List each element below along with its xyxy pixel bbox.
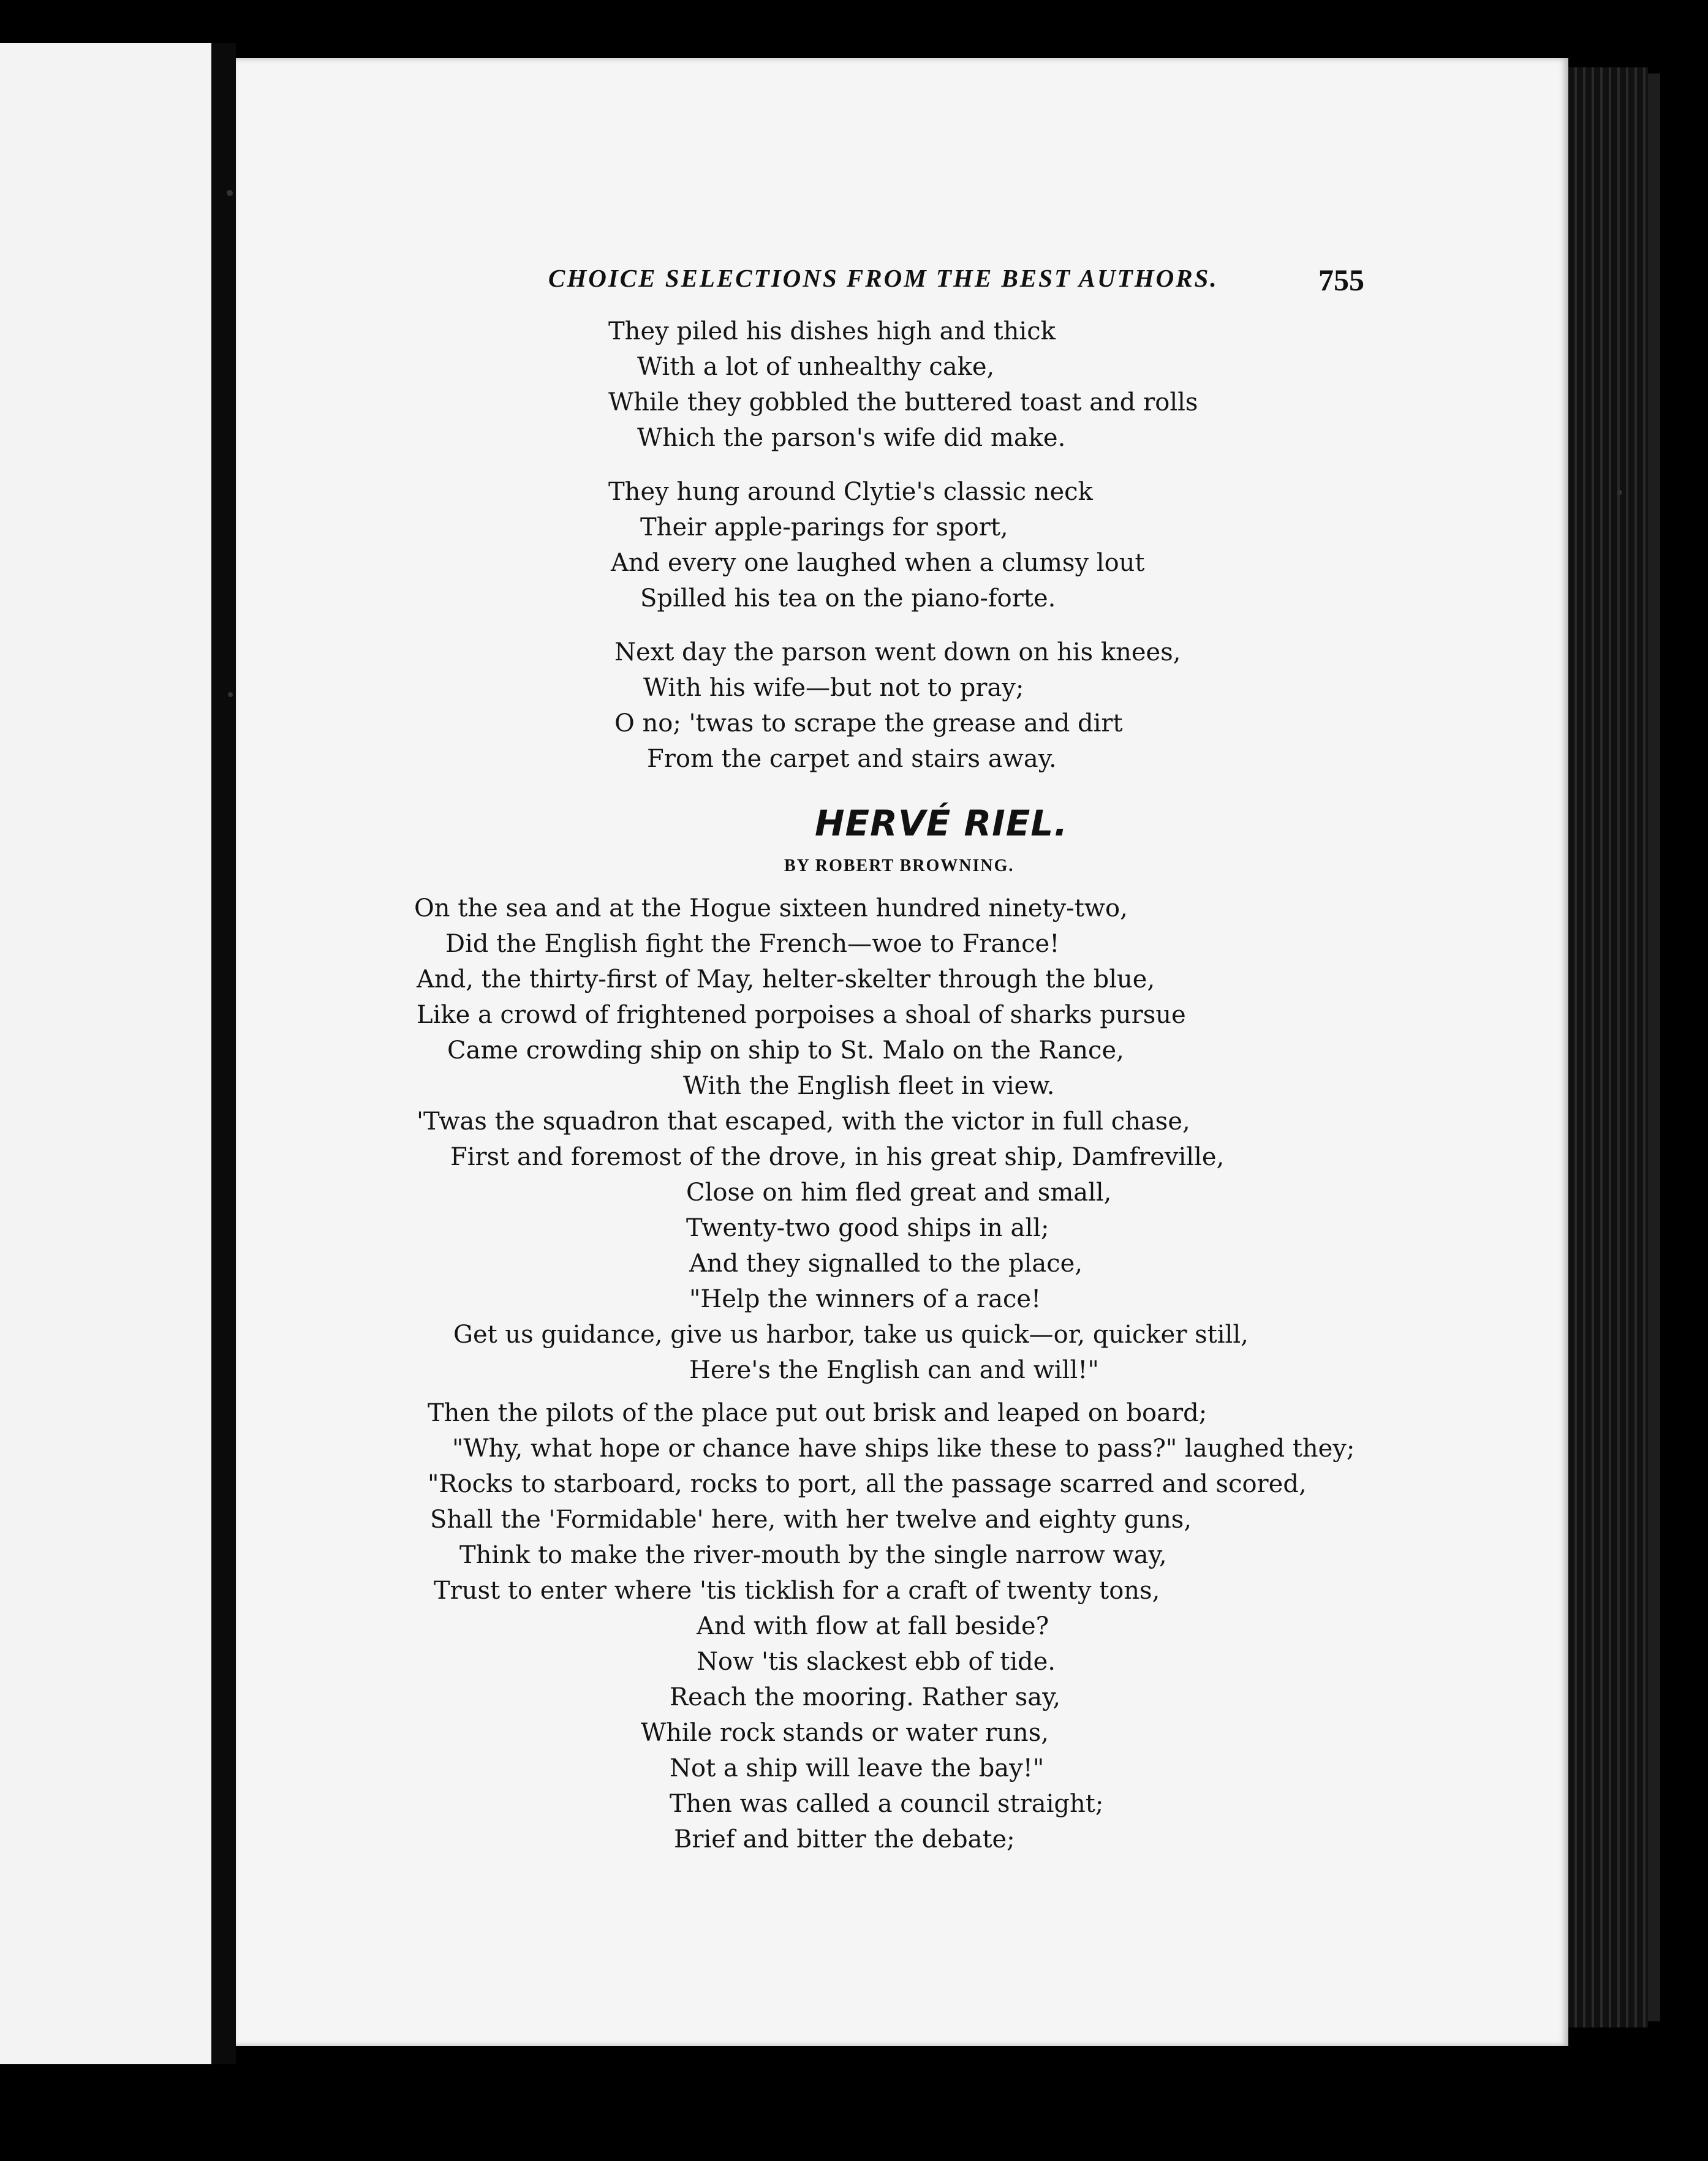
page-number: 755 [1318,263,1364,297]
stanza-1-line-2: With a lot of unhealthy cake, [637,353,995,381]
stanza-3-line-3: O no; 'twas to scrape the grease and dirt [614,709,1123,737]
stanza-2-line-1: They hung around Clytie's classic neck [608,478,1093,506]
poem-line: Reach the mooring. Rather say, [670,1683,1061,1711]
poem-line: Shall the 'Formidable' here, with her twelve and eighty guns, [430,1506,1192,1534]
stanza-3-line-1: Next day the parson went down on his knees, [614,638,1181,666]
poem-line: Then was called a council straight; [670,1790,1104,1818]
poem-line: Twenty-two good ships in all; [686,1214,1049,1242]
poem-line: Close on him fled great and small, [686,1179,1112,1207]
poem-line: First and foremost of the drove, in his great ship, Damfreville, [450,1143,1225,1171]
poem-line: On the sea and at the Hogue sixteen hundred ninety-two, [414,894,1128,922]
poem-line: And with flow at fall beside? [697,1612,1049,1640]
stanza-1-line-4: Which the parson's wife did make. [637,424,1066,452]
stanza-3-line-2: With his wife—but not to pray; [643,674,1024,702]
poem-line: While rock stands or water runs, [641,1719,1049,1747]
poem-line: Did the English fight the French—woe to France! [445,930,1060,958]
poem-line: Not a ship will leave the bay!" [670,1754,1045,1782]
poem-line: Came crowding ship on ship to St. Malo on the Rance, [447,1036,1124,1065]
poem-line: Then the pilots of the place put out brisk and leaped on board; [428,1399,1207,1427]
poem-line: With the English fleet in view. [683,1072,1055,1100]
stanza-3-line-4: From the carpet and stairs away. [647,745,1057,773]
poem-line: Like a crowd of frightened porpoises a shoal of sharks pursue [417,1001,1186,1029]
poem-line: Brief and bitter the debate; [674,1825,1015,1854]
poem-title: HERVÉ RIEL. [815,802,1068,844]
poem-line: Trust to enter where 'tis ticklish for a craft of twenty tons, [434,1577,1160,1605]
stanza-1-line-1: They piled his dishes high and thick [608,317,1056,345]
stanza-1-line-3: While they gobbled the buttered toast and rolls [608,388,1198,417]
poem-byline: BY ROBERT BROWNING. [784,856,1015,875]
running-header: CHOICE SELECTIONS FROM THE BEST AUTHORS. [548,264,1219,292]
poem-line: "Why, what hope or chance have ships like these to pass?" laughed they; [452,1435,1355,1463]
poem-line: "Help the winners of a race! [689,1285,1041,1313]
poem-line: 'Twas the squadron that escaped, with the victor in full chase, [417,1107,1190,1136]
stanza-2-line-4: Spilled his tea on the piano-forte. [640,584,1056,613]
poem-line: Think to make the river-mouth by the single narrow way, [459,1541,1167,1569]
poem-line: Here's the English can and will!" [689,1356,1099,1384]
poem-line: And, the thirty-first of May, helter-skelter through the blue, [417,965,1155,994]
stanza-2-line-2: Their apple-parings for sport, [640,513,1008,541]
poem-line: Get us guidance, give us harbor, take us quick—or, quicker still, [453,1321,1249,1349]
poem-line: And they signalled to the place, [689,1250,1083,1278]
poem-line: Now 'tis slackest ebb of tide. [697,1648,1056,1676]
poem-line: "Rocks to starboard, rocks to port, all the passage scarred and scored, [428,1470,1307,1498]
stanza-2-line-3: And every one laughed when a clumsy lout [611,549,1145,577]
